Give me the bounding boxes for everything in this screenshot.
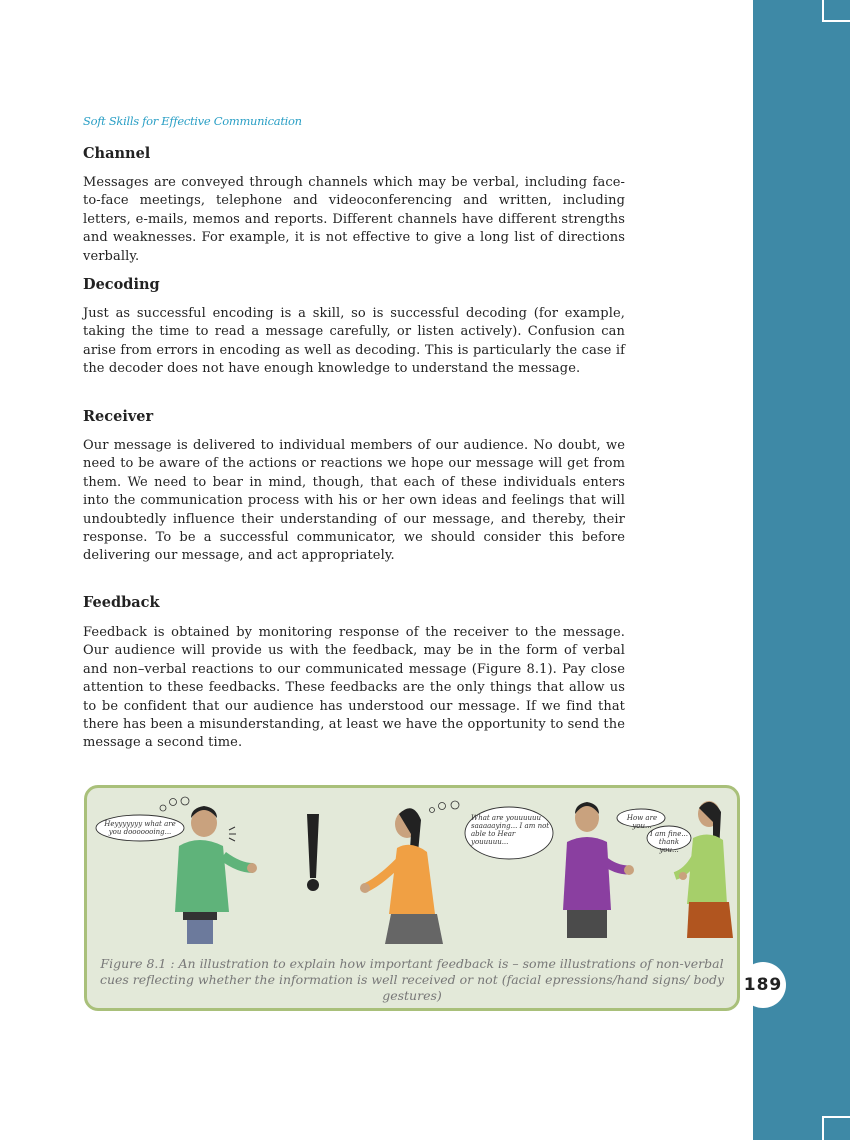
heading-feedback: Feedback	[83, 594, 160, 611]
crop-mark-bottom	[822, 1116, 850, 1140]
paragraph-feedback: Feedback is obtained by monitoring response of the receiver to the message. Our audience will provide us with the feedback, may be in the form of verbal and non–verbal reactions to our communicated message (Figure 8.1). Pay close attention to these feedbacks. These feedbacks are the only things that allow us to be confident that our audience has understood our message. If we find that there has been a misunderstanding, at least we have the opportunity to send the message a second time.	[83, 625, 625, 751]
bubble-text-4: I am fine... thank you...	[649, 830, 689, 854]
heading-receiver: Receiver	[83, 408, 154, 425]
figure-8-1	[84, 785, 740, 1011]
bubble-text-1: Heyyyyyyy what are you dooooooing...	[104, 820, 176, 836]
paragraph-channel: Messages are conveyed through channels which may be verbal, including face-to-face meetings, telephone and videoconferencing and written, including letters, e-mails, memos and reports. Different channels have different strengths and weaknesses. For example, it is not effective to give a long list of directions verbally.	[83, 175, 625, 264]
page-number: 189	[740, 962, 786, 1008]
running-head: Soft Skills for Effective Communication	[83, 114, 302, 128]
paragraph-receiver: Our message is delivered to individual members of our audience. No doubt, we need to be aware of the actions or reactions we hope our message will get from them. We need to bear in mind, though, that each of these individuals enters into the communication process with his or her own ideas and feelings that will undoubtedly influence their understanding of our message, and thereby, their response. To be a successful communicator, we should consider this before delivering our message, and act appropriately.	[83, 438, 625, 564]
exclamation-mark-icon	[307, 814, 319, 891]
bubble-text-2: What are youuuuuu saaaaaying... I am not able to Hear youuuuu...	[471, 814, 550, 846]
figure-caption: Figure 8.1 : An illustration to explain how important feedback is – some illustrations of non-verbal cues reflecting whether the information is well received or not (facial epressions/hand signs/ body gestures)	[99, 956, 725, 1003]
bubble-text-3: How are you...	[626, 814, 658, 830]
man-green-shirt	[175, 806, 257, 944]
paragraph-decoding: Just as successful encoding is a skill, so is successful decoding (for example, taking the time to read a message carefully, or listen actively). Confusion can arise from errors in encoding as well as decoding. This is particularly the case if the decoder does not have enough knowledge to understand the message.	[83, 306, 625, 377]
heading-decoding: Decoding	[83, 276, 160, 293]
heading-channel: Channel	[83, 145, 151, 162]
crop-mark-top	[822, 0, 850, 22]
woman-orange-shirt	[360, 808, 443, 944]
feedback-illustration	[87, 788, 737, 948]
